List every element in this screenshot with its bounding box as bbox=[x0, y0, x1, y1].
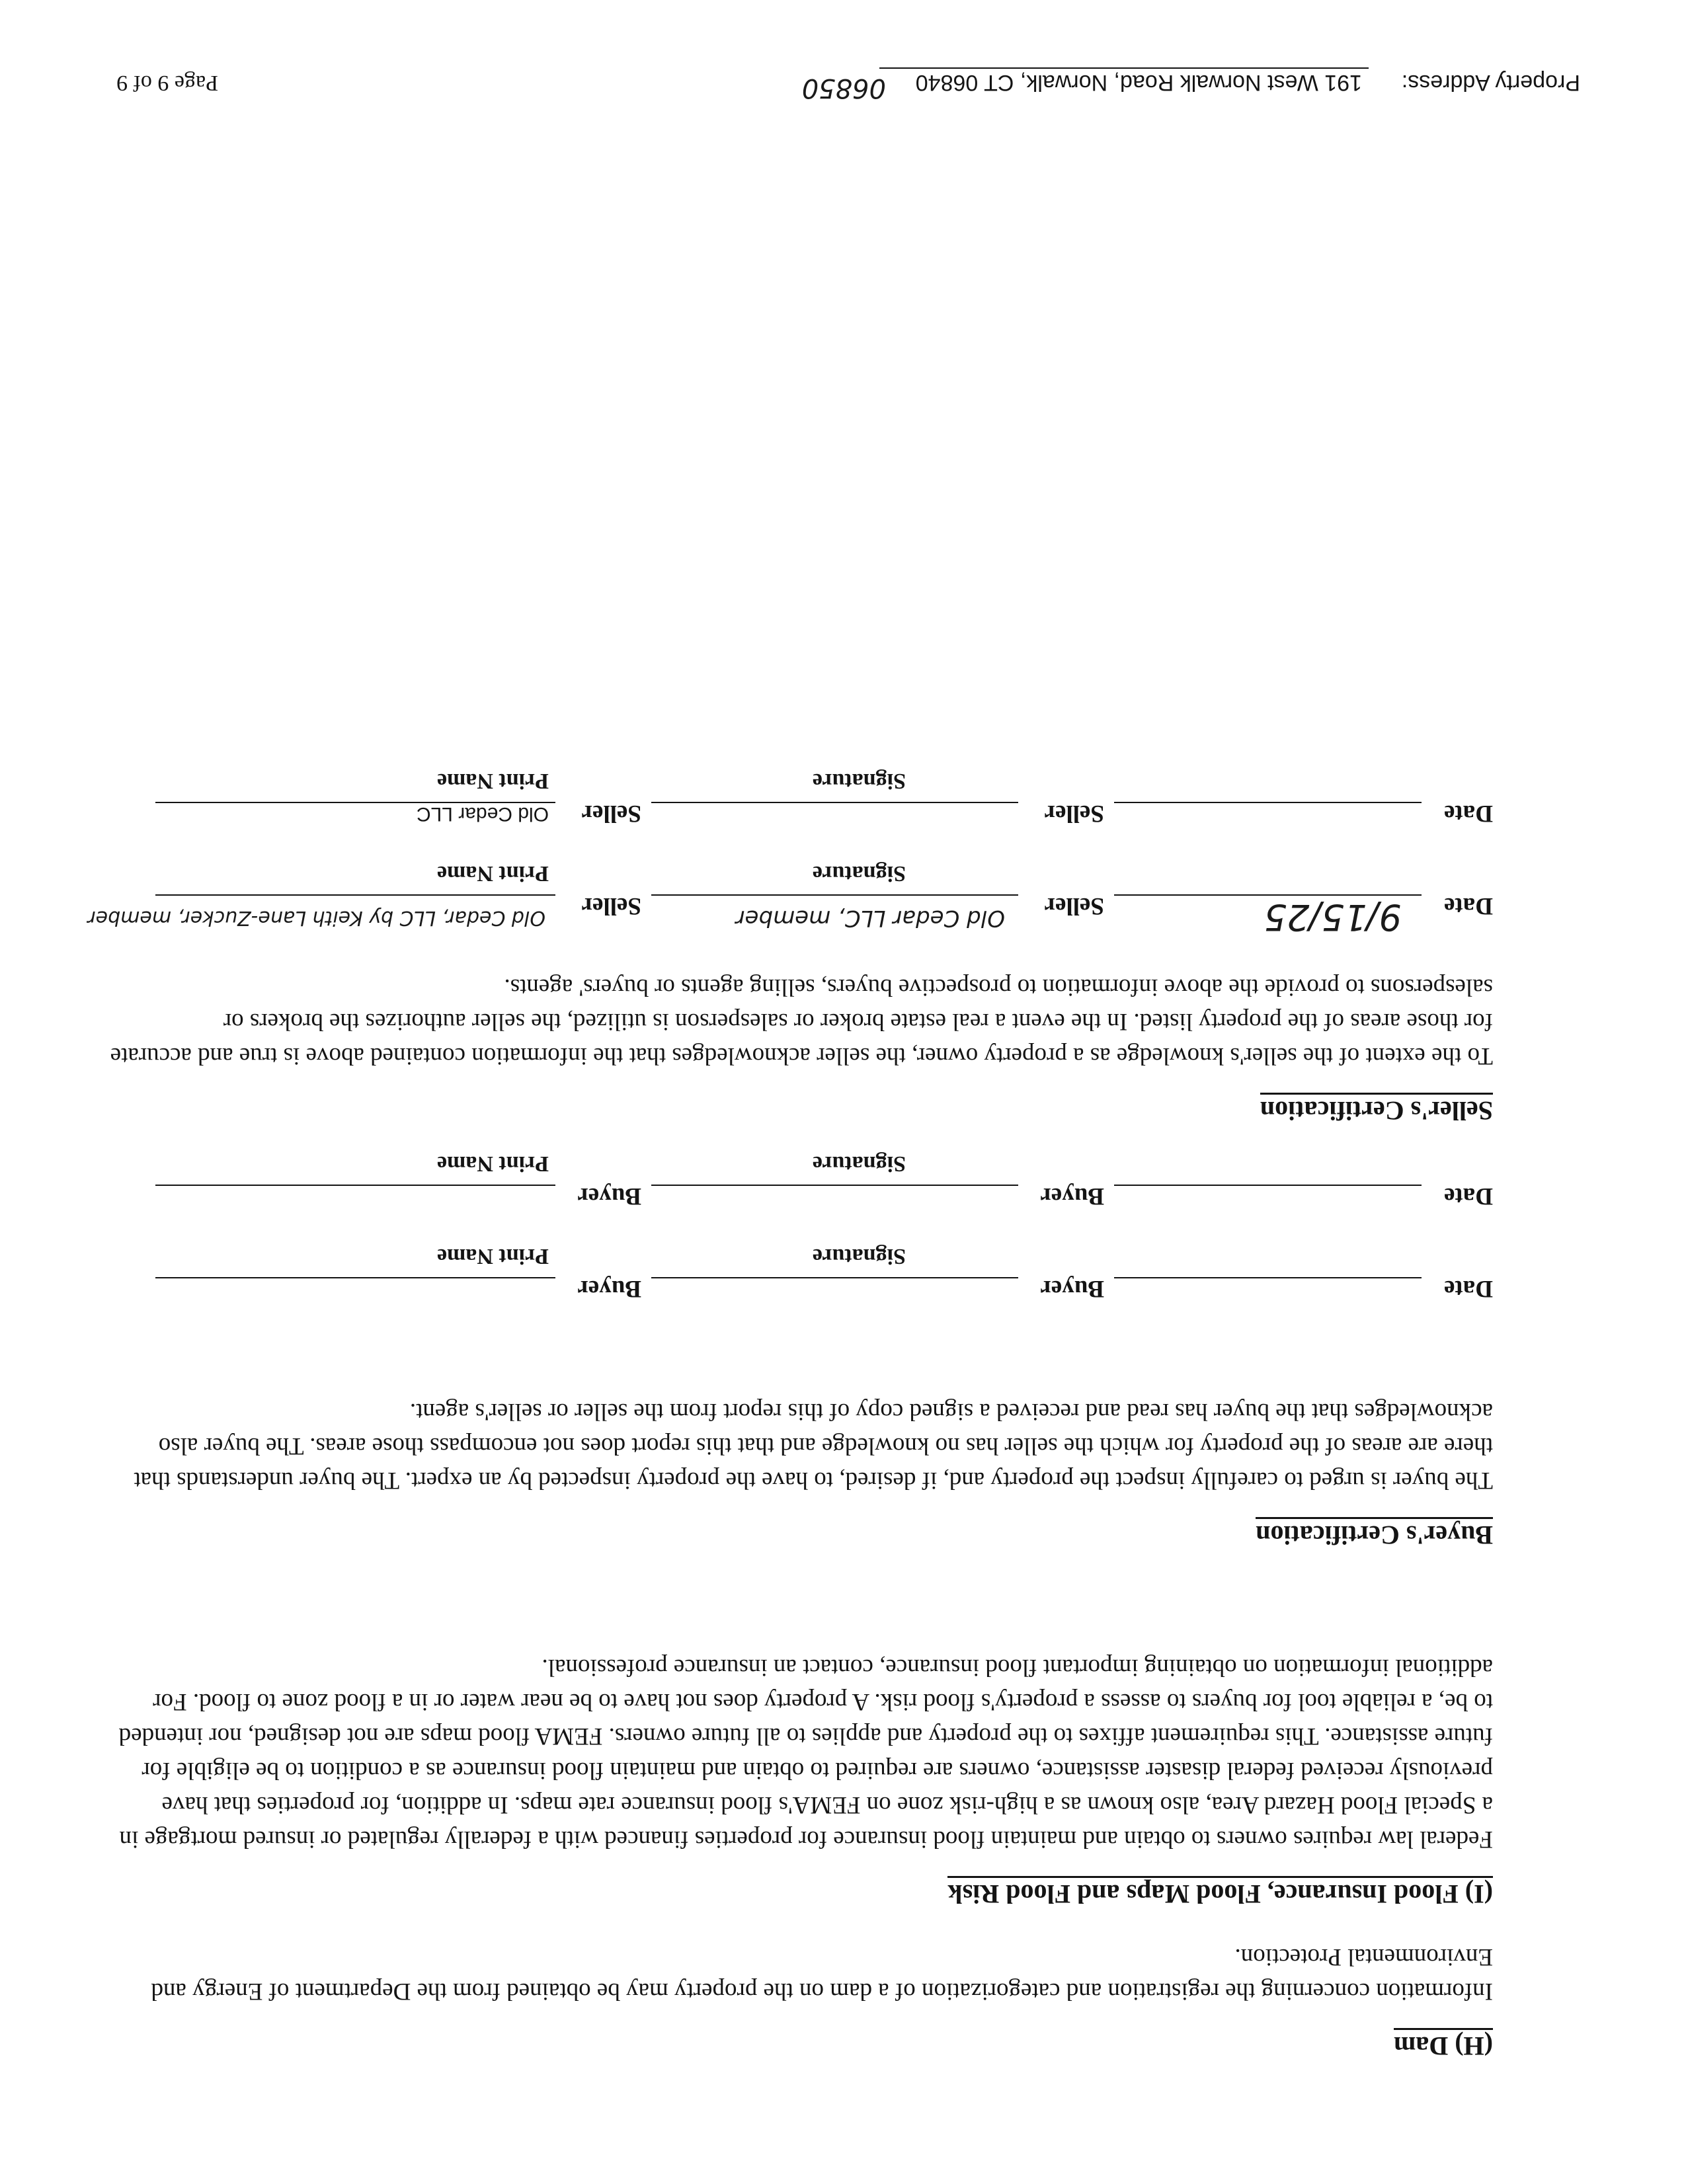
buyer-row2-print-name-caption: Print Name bbox=[436, 1151, 549, 1176]
footer-address-line bbox=[879, 67, 1369, 69]
seller-row1-signature-handwritten: Old Cedar LLC, member bbox=[735, 905, 1005, 931]
seller-row2-signature-line[interactable] bbox=[651, 802, 1018, 803]
buyer-row1-date-line[interactable] bbox=[1114, 1277, 1422, 1278]
buyer-certification-body: The buyer is urged to carefully inspect the property and, if desired, to have the property inspected by an expert. The buyer understands that there are areas of the property for which the seller has no knowledge and that this report does not encompass those areas. The buyer also acknowledges that the buyer has read and received a signed copy of this report from the seller or seller's agent. bbox=[134, 1398, 1493, 1494]
buyer-row1-signature-line[interactable] bbox=[651, 1277, 1018, 1278]
seller-row2-date-line[interactable] bbox=[1114, 802, 1422, 803]
footer-property-address: 191 West Norwalk Road, Norwalk, CT 06840 bbox=[915, 70, 1362, 95]
buyer-row1-buyer-label: Buyer bbox=[1040, 1275, 1104, 1302]
seller-row1-print-name-line[interactable] bbox=[155, 894, 555, 896]
buyer-row2-signature-caption: Signature bbox=[812, 1151, 906, 1176]
buyer-row1-buyer2-label: Buyer bbox=[577, 1275, 641, 1302]
buyer-row2-date-label: Date bbox=[1444, 1183, 1493, 1210]
footer-property-label: Property Address: bbox=[1401, 70, 1580, 95]
buyer-row2-buyer2-label: Buyer bbox=[577, 1183, 641, 1210]
seller-row2-typed-name: Old Cedar LLC bbox=[416, 803, 549, 825]
seller-row2-seller2-label: Seller bbox=[581, 800, 641, 827]
buyer-row2-signature-line[interactable] bbox=[651, 1185, 1018, 1186]
seller-certification bbox=[104, 970, 1493, 1126]
buyer-certification bbox=[104, 1394, 1493, 1551]
seller-row1-signature-line[interactable] bbox=[651, 894, 1018, 896]
seller-row1-print-name-caption: Print Name bbox=[436, 861, 549, 886]
buyer-row1-signature-caption: Signature bbox=[812, 1244, 906, 1268]
seller-row2-print-name-caption: Print Name bbox=[436, 769, 549, 793]
buyer-certification-heading: Buyer's Certification bbox=[1256, 1517, 1493, 1551]
seller-certification-body: To the extent of the seller's knowledge as a property owner, the seller acknowledges that the information contained above is true and accurate for those areas of the property listed. In the event a real estate broker or salesperson is utilized, the seller authorizes the brokers or salespersons to provide the above information to prospective buyers, selling agents or buyers' agents. bbox=[110, 974, 1493, 1070]
footer-page-number: Page 9 of 9 bbox=[116, 71, 218, 95]
seller-row1-seller2-label: Seller bbox=[581, 892, 641, 919]
buyer-row2-buyer-label: Buyer bbox=[1040, 1183, 1104, 1210]
buyer-row1-date-label: Date bbox=[1444, 1275, 1493, 1302]
seller-row1-date-label: Date bbox=[1444, 892, 1493, 919]
footer-zip-handwritten: 06850 bbox=[801, 73, 886, 103]
buyer-row1-print-name-line[interactable] bbox=[155, 1277, 555, 1278]
seller-row1-signature-caption: Signature bbox=[812, 861, 906, 886]
section-flood-body: Federal law requires owners to obtain and maintain flood insurance for properties financed with a federally regulated or insured mortgage in a Special Flood Hazard Area, also known as a high-risk zone on FEMA's flood insurance rate maps. In addition, for properties that have previously received federal disaster assistance, owners are required to obtain and maintain flood insurance as a condition to be eligible for future assistance. This requirement affixes to the property and applies to all future owners. FEMA flood maps are not designed, nor intended to be, a reliable tool for buyers to assess a property's flood risk. A property does not have to be near water or in a flood zone to flood. For additional information on obtaining important flood insurance, contact an insurance professional. bbox=[118, 1654, 1493, 1853]
section-flood-heading: (I) Flood Insurance, Flood Maps and Flood Risk bbox=[947, 1876, 1493, 1910]
buyer-row2-date-line[interactable] bbox=[1114, 1185, 1422, 1186]
seller-row2-signature-caption: Signature bbox=[812, 769, 906, 793]
section-dam-body: Information concerning the registration and categorization of a dam on the property may be obtained from the Department of Energy and Environmental Protection. bbox=[151, 1943, 1493, 2005]
section-flood bbox=[104, 1650, 1493, 1910]
seller-row1-date-handwritten: 9/15/25 bbox=[1264, 896, 1402, 938]
seller-certification-heading: Seller's Certification bbox=[1260, 1093, 1493, 1126]
seller-row1-print-name-handwritten: Old Cedar, LLC by Keith Lane-Zucker, member bbox=[87, 906, 545, 929]
seller-row2-date-label: Date bbox=[1444, 800, 1493, 827]
section-dam-heading: (H) Dam bbox=[1394, 2028, 1493, 2062]
seller-row1-seller-label: Seller bbox=[1044, 892, 1104, 919]
seller-row2-seller-label: Seller bbox=[1044, 800, 1104, 827]
buyer-row1-print-name-caption: Print Name bbox=[436, 1244, 549, 1268]
seller-row2-print-name-line[interactable] bbox=[155, 802, 555, 803]
section-dam bbox=[104, 1939, 1493, 2062]
buyer-row2-print-name-line[interactable] bbox=[155, 1185, 555, 1186]
seller-row1-date-line[interactable] bbox=[1114, 894, 1422, 896]
